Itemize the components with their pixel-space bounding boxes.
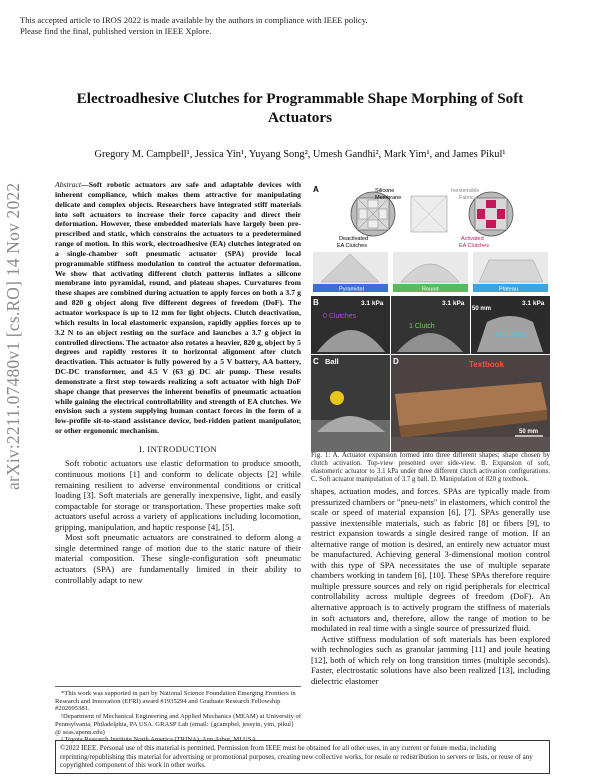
abstract-text: —Soft robotic actuators are safe and adaptable devices with inherent compliance, which makes them attractive for manipulating delicate and complex objects. Researchers have integrated stiff materials into soft actuators to increase their force capacity and direct their deformation. However, these embedded materials have largely been pre-prescribed and static, which constrains the actuators to a predetermined range of motion. In this work, electroadhesive (EA) clutches integrated on a single-chamber soft pneumatic actuator (SPA) provide local programmable stiffness modulation to control the actuator deformation. We show that activating different clutch patterns inflates a silicone membrane into pyramidal, round, and plateau shapes. Curvatures from these shapes are combined during actuation to apply forces on both a 3.7 g and 820 g object along five different degrees of freedom (DoF). The actuator workspace is up to 12 mm for light objects. Clutch deactivation, which results in local elastomeric expansion, rapidly applies forces up to 3.2 N to an object resting on the surface and launches a 3.7 g object in controlled directions. The actuator also rotates a heavier, 820 g, object by 5 degrees and rapidly restores it to horizontal alignment after clutch deactivation. This actuator is fully powered by a 5 V battery, AA battery, DC-DC transformer, and 4.5 V (63 g) DC air pump. These results demonstrate a first step towards realizing a soft actuator with high DoF shape change that preserves the inherent benefits of pneumatic actuation while gaining the electrical controllability and strength of EA clutches. We envision such a system supplying human contact forces in the form of a low-profile sit-to-stand assistance device, bed-ridden patient manipulator, or other ergonomic mechanism. (55, 180, 301, 436)
label-fabric-1: Inextensible (451, 188, 480, 194)
figure-1 (311, 182, 550, 452)
ball-label: Ball (325, 357, 339, 366)
panel-c-label: C (313, 357, 319, 366)
pressure-label-3: 3.1 kPa (522, 300, 545, 307)
label-deactivated-2: EA Clutches (337, 243, 367, 249)
actuator-top-view-activated (469, 192, 513, 236)
panel-c (311, 355, 390, 452)
scale-label-b: 50 mm (472, 306, 492, 312)
shape-label-round: Round (422, 286, 439, 293)
clutches-label-4: 4 Clutches (494, 332, 528, 339)
right-paragraph-2: Active stiffness modulation of soft materials has been explored with technologies such as granular jamming [11] and joule heating [12], both of which rely on long transition times (multiple seconds). Faster, electrostatic solutions have also been realized [13], including dielectric elastomer (311, 633, 550, 686)
label-deactivated-1: Deactivated (339, 236, 369, 242)
inextensible-fabric (411, 196, 447, 232)
scale-label-d: 50 mm (519, 429, 539, 435)
clutches-label-0: 0 Clutches (323, 313, 357, 320)
abstract (55, 180, 301, 436)
copyright-notice: ©2022 IEEE. Personal use of this material is permitted. Permission from IEEE must be obtained for all other uses, in any current or future media, including reprinting/republishing this material for advertising or promotional purposes, creating new collective works, for resale or redistribution to servers or lists, or reuse of any copyrighted component of this work in other works. (55, 740, 550, 774)
panel-b-label: B (313, 298, 319, 307)
abstract-label: Abstract (55, 180, 82, 189)
clutches-label-1: 1 Clutch (409, 323, 435, 330)
author-list: Gregory M. Campbell¹, Jessica Yin¹, Yuyang Song², Umesh Gandhi², Mark Yim¹, and James Pikul¹ (94, 149, 506, 160)
right-column (311, 486, 550, 686)
left-column (55, 180, 301, 585)
panel-d (391, 355, 550, 452)
ball-icon (330, 391, 344, 405)
right-paragraph-1: shapes, actuation modes, and forces. SPAs are typically made from pressurized chambers or "pneu-nets" in elastomers, which control the scale or speed of material expansion [6], [7]. SPAs generally use passive inextensible materials, such as fabric [8] or fibers [9], to restrict expansion towards a single desired range of motion. If an alternative range of motion is desired, an entirely new actuator must be manufactured. Achieving general 3-dimensional motion control with this type of SPA necessitates the use of multiple separate chambers working in tandem [6], [10]. These SPAs therefore require multiple pressure sources and rely on rigid peripherals for electrical controllability across multiple degrees of freedom (DoF). An alternative approach is to actively program the stiffness of materials in soft actuators and, therefore, allow the range of motion to be modulated in real time with a single source of pressurized fluid. (311, 486, 550, 634)
label-activated-2: EA Clutches (459, 243, 489, 249)
label-fabric-2: Fabric (459, 195, 474, 201)
intro-paragraph-2: Most soft pneumatic actuators are constrained to deform along a single determined range of motion due to the static nature of their material composition. These single-configuration soft pneumatic actuators (SPA) are fundamentally limited in their ability to controllably adapt to new (55, 532, 301, 585)
textbook-label: Textbook (469, 360, 504, 369)
label-activated-1: Activated (461, 236, 484, 242)
pressure-label-2: 3.1 kPa (442, 300, 465, 307)
shape-label-plateau: Plateau (499, 286, 518, 293)
notice-line-2: Please find the final, published version in IEEE Xplore. (20, 26, 212, 36)
pressure-label-1: 3.1 kPa (361, 300, 384, 307)
panel-a-label: A (313, 185, 319, 194)
acceptance-notice (20, 15, 580, 37)
paper-title: Electroadhesive Clutches for Programmable Shape Morphing of Soft Actuators (76, 90, 524, 126)
label-membrane: Membrane (375, 195, 402, 201)
figure-caption: Fig. 1: A. Actuator expansion formed into three different shapes; shape chosen by clutch activation. Top-view presented over side-view. B. Expansion of soft, elastomeric actuator to 3.1 kPa under three different clutch activation configurations. C. Soft actuator manipulation of 3.7 g ball. D. Manipulation of 820 g textbook. (311, 452, 550, 483)
section-heading: I. INTRODUCTION (138, 443, 218, 454)
arxiv-stamp: arXiv:2211.07480v1 [cs.RO] 14 Nov 2022 (3, 182, 23, 490)
notice-line-1: This accepted article to IROS 2022 is made available by the authors in compliance with IEEE policy. (20, 15, 368, 25)
label-silicone: Silicone (375, 188, 395, 194)
figure-1-graphic (311, 182, 550, 452)
panel-d-label: D (393, 357, 399, 366)
intro-paragraph-1: Soft robotic actuators use elastic deformation to produce smooth, continuous motions [1] and conform to delicate objects [2] while remaining resilient to adverse environmental conditions or critical loading [3]. Soft materials are generally inexpensive, light, and easily compactable for storage or transportation. These properties make soft actuators useful across a variety of applications including locomotion, gripping, manipulation, and haptic response [4], [5]. (55, 458, 301, 532)
footnote-funding: *This work was supported in part by National Science Foundation Emerging Frontiers in Research and Innovation (EFRI) award #1935294 and Graduate Research Fellowship #202095381. (55, 690, 296, 713)
shape-label-pyramidal: Pyramidal (339, 286, 364, 293)
footnote-affiliation-2: ² Toyota Research Institute North America (TRINA), Ann Arbor, MI USA (61, 736, 257, 744)
footnote-affiliation-1: ¹Department of Mechanical Engineering and Applied Mechanics (MEAM) at University of Pennsylvania, Philadelphia, PA USA. GRASP Lab (email: {gcampbel, jessyin, yim, pikul} @ seas.upenn.edu) (55, 713, 302, 736)
footnotes (55, 686, 301, 744)
